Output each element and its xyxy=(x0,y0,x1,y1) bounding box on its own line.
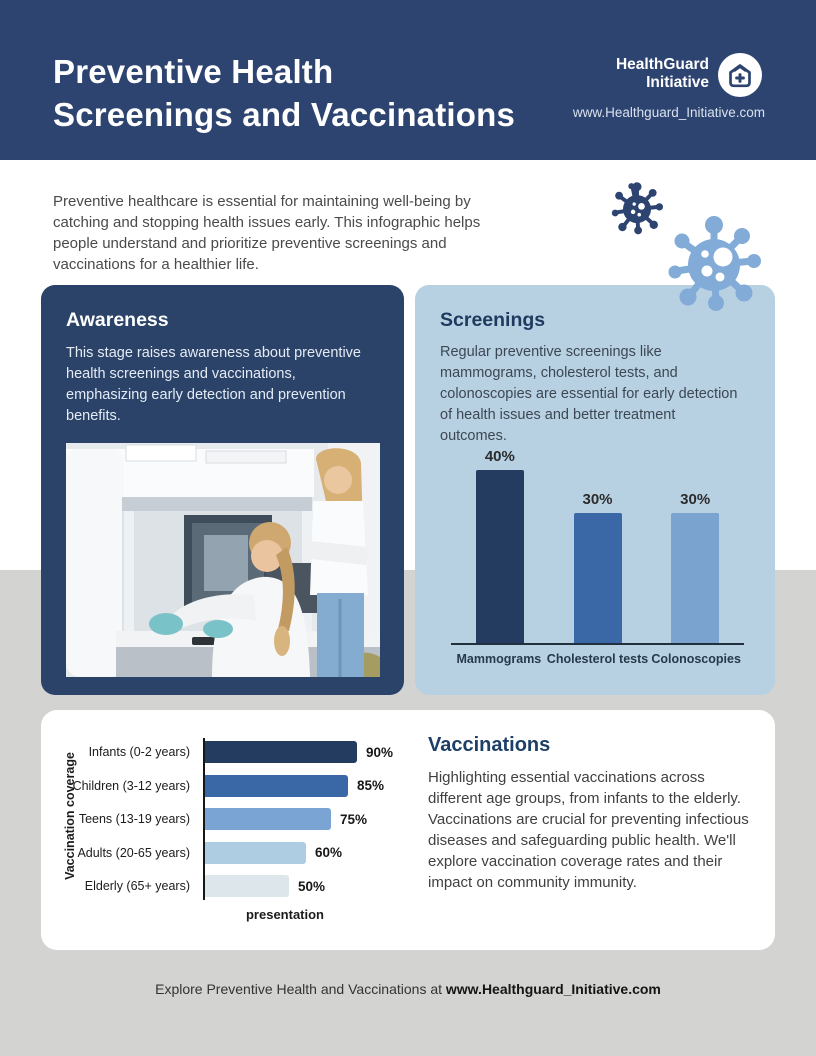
bar-value-label: 50% xyxy=(298,878,326,894)
vaccination-chart-xlabel: presentation xyxy=(245,907,324,922)
screenings-card xyxy=(415,285,775,695)
footer-text: Explore Preventive Health and Vaccinations at xyxy=(155,981,446,997)
bar-value-label: 30% xyxy=(582,491,613,508)
chart-axis-line xyxy=(203,738,205,900)
bar xyxy=(203,875,289,897)
bar-value-label: 85% xyxy=(357,778,385,793)
screenings-title: Screenings xyxy=(440,309,546,331)
screenings-chart-bars xyxy=(451,445,744,645)
footer-website-link[interactable]: www.Healthguard_Initiative.com xyxy=(445,981,661,997)
vaccination-bar-chart xyxy=(65,741,393,897)
bar-category-label: Infants (0-2 years) xyxy=(88,745,190,759)
footer xyxy=(0,981,816,997)
bar-category-label: Colonoscopies xyxy=(651,652,741,666)
virus-icon-small xyxy=(609,180,665,236)
screenings-chart-labels xyxy=(451,652,744,666)
page-title xyxy=(53,50,515,136)
clinic-photo xyxy=(66,443,380,677)
screenings-bar-chart xyxy=(451,445,744,666)
brand-name: HealthGuard Initiative xyxy=(615,56,709,91)
bar xyxy=(203,775,348,797)
chart-row xyxy=(65,808,393,830)
chart-row xyxy=(65,842,393,864)
bar-category-label: Children (3-12 years) xyxy=(72,778,190,793)
vaccinations-title: Vaccinations xyxy=(428,734,551,756)
bar-column xyxy=(451,448,549,643)
bar-value-label: 90% xyxy=(366,744,394,760)
vaccinations-card xyxy=(41,710,775,950)
header-website-link[interactable]: www.Healthguard_Initiative.com xyxy=(572,105,765,120)
vaccination-chart-ylabel: Vaccination coverage xyxy=(63,752,77,880)
bar-category-label: Elderly (65+ years) xyxy=(84,879,190,893)
header xyxy=(0,0,816,160)
intro-text: Preventive healthcare is essential for maintaining well-being by catching and stopping health issues early. This infographic helps people understand and prioritize preventive screenings and vaccinations for a healthier life. xyxy=(53,193,481,273)
awareness-title: Awareness xyxy=(66,309,169,331)
title-line-2: Screenings and Vaccinations xyxy=(53,96,516,133)
bar-value-label: 40% xyxy=(484,448,515,465)
house-cross-icon xyxy=(718,53,762,97)
chart-row xyxy=(65,775,393,797)
bar-category-label: Cholesterol tests xyxy=(546,652,649,666)
bar xyxy=(203,741,357,763)
bar-value-label: 30% xyxy=(680,491,711,508)
title-line-1: Preventive Health xyxy=(53,53,334,90)
bar xyxy=(671,513,719,643)
virus-icon-large xyxy=(664,213,764,313)
bar-category-label: Mammograms xyxy=(456,652,542,666)
bar xyxy=(203,842,306,864)
screenings-body: Regular preventive screenings like mammograms, cholesterol tests, and colonoscopies are essential for early detection of health issues and better treatment outcomes. xyxy=(440,344,738,444)
bar-category-label: Adults (20-65 years) xyxy=(77,845,190,860)
bar-value-label: 60% xyxy=(315,845,343,860)
chart-row xyxy=(65,875,393,897)
awareness-body: This stage raises awareness about preventive health screenings and vaccinations, emphasizing early detection and prevention benefits. xyxy=(66,345,361,424)
bar-column xyxy=(549,491,647,643)
bar xyxy=(574,513,622,643)
vaccinations-body: Highlighting essential vaccinations across different age groups, from infants to the elderly. Vaccinations are crucial for preventing infectious diseases and safeguarding public health. We'll explore vaccination coverage rates and their impact on community immunity. xyxy=(428,769,749,891)
bar-column xyxy=(646,491,744,643)
bar xyxy=(203,808,331,830)
bar xyxy=(476,470,524,643)
bar-category-label: Teens (13-19 years) xyxy=(78,812,190,826)
vaccination-chart-rows xyxy=(65,741,393,897)
awareness-card xyxy=(41,285,404,695)
bar-value-label: 75% xyxy=(340,811,368,827)
chart-row xyxy=(65,741,393,763)
